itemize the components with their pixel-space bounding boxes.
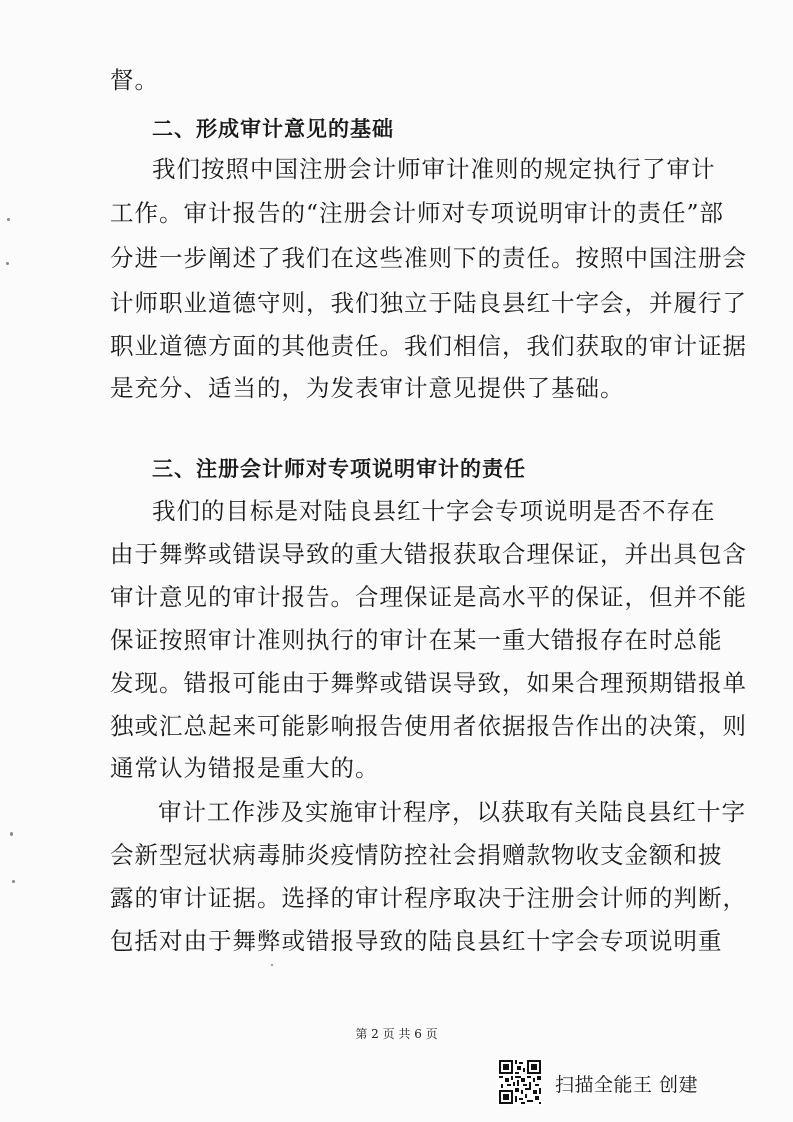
text-line: 分进一步阐述了我们在这些准则下的责任。按照中国注册会 (110, 244, 747, 272)
text-line: 包括对由于舞弊或错报导致的陆良县红十字会专项说明重 (110, 927, 723, 955)
scan-speck (10, 832, 13, 836)
page-number: 第 2 页 共 6 页 (355, 1027, 438, 1041)
text-line: 工作。审计报告的“注册会计师对专项说明审计的责任”部 (110, 199, 725, 227)
scan-speck (6, 262, 9, 265)
text-line: 审计意见的审计报告。合理保证是高水平的保证，但并不能 (110, 583, 747, 611)
scan-speck (7, 218, 10, 221)
scan-speck (271, 964, 273, 966)
text-line: 我们按照中国注册会计师审计准则的规定执行了审计 (152, 155, 716, 183)
text-line: 我们的目标是对陆良县红十字会专项说明是否不存在 (152, 497, 716, 525)
section-heading-3: 三、注册会计师对专项说明审计的责任 (152, 456, 526, 481)
watermark-text: 扫描全能王 创建 (555, 1074, 699, 1096)
qr-code-icon (497, 1058, 543, 1106)
scan-speck (12, 880, 15, 883)
text-line: 露的审计证据。选择的审计程序取决于注册会计师的判断， (110, 884, 747, 912)
text-line: 是充分、适当的，为发表审计意见提供了基础。 (110, 374, 625, 402)
scanner-watermark (497, 1058, 747, 1110)
text-line: 审计工作涉及实施审计程序，以获取有关陆良县红十字 (158, 798, 746, 826)
text-line: 职业道德方面的其他责任。我们相信，我们获取的审计证据 (110, 332, 747, 360)
text-line: 由于舞弊或错误导致的重大错报获取合理保证，并出具包含 (110, 540, 747, 568)
text-line: 计师职业道德守则，我们独立于陆良县红十字会，并履行了 (110, 289, 747, 317)
text-line: 会新型冠状病毒肺炎疫情防控社会捐赠款物收支金额和披 (110, 841, 723, 869)
text-line: 保证按照审计准则执行的审计在某一重大错报存在时总能 (110, 626, 723, 654)
section-heading-2: 二、形成审计意见的基础 (152, 116, 394, 141)
text-line: 督。 (110, 66, 159, 94)
text-line: 通常认为错报是重大的。 (110, 754, 380, 782)
text-line: 发现。错报可能由于舞弊或错误导致，如果合理预期错报单 (110, 669, 747, 697)
text-line: 独或汇总起来可能影响报告使用者依据报告作出的决策，则 (110, 712, 747, 740)
